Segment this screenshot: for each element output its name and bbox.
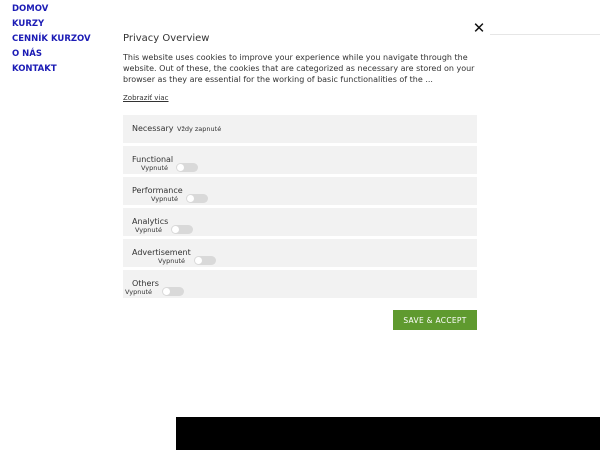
cookie-section-analytics[interactable]	[123, 208, 477, 236]
section-title: Necessary	[132, 124, 174, 133]
toggle-knob	[177, 164, 184, 171]
section-status: Vypnuté	[135, 226, 163, 234]
cookie-section-others[interactable]	[123, 270, 477, 298]
toggle-knob	[187, 195, 194, 202]
section-status: Vždy zapnuté	[177, 125, 222, 133]
nav-link-domov[interactable]: DOMOV	[12, 4, 49, 14]
toggle-knob	[172, 226, 179, 233]
toggle-knob	[195, 257, 202, 264]
others-toggle[interactable]	[162, 287, 184, 296]
toggle-knob	[163, 288, 170, 295]
cookie-section-necessary[interactable]	[123, 115, 477, 143]
analytics-toggle[interactable]	[171, 225, 193, 234]
section-title: Performance	[132, 186, 183, 195]
section-status: Vypnuté	[141, 164, 169, 172]
modal-description: This website uses cookies to improve your experience while you navigate through the website. Out of these, the cookies that are categorized as necessary are stored on your browser as they are essential for the working of basic functionalities of the ...	[123, 53, 475, 84]
cookie-section-performance[interactable]	[123, 177, 477, 205]
section-title: Others	[132, 279, 159, 288]
header-divider	[490, 34, 600, 35]
show-more-link[interactable]: Zobraziť viac	[123, 94, 169, 102]
functional-toggle[interactable]	[176, 163, 198, 172]
cookie-section-advertisement[interactable]	[123, 239, 477, 267]
modal-title: Privacy Overview	[123, 33, 210, 44]
close-icon[interactable]: ✕	[472, 19, 486, 37]
section-title: Analytics	[132, 217, 169, 226]
footer-black-bar	[176, 417, 600, 450]
advertisement-toggle[interactable]	[194, 256, 216, 265]
section-status: Vypnuté	[125, 288, 153, 296]
performance-toggle[interactable]	[186, 194, 208, 203]
section-title: Functional	[132, 155, 174, 164]
nav-link-o-nas[interactable]: O NÁS	[12, 49, 42, 59]
section-status: Vypnuté	[158, 257, 186, 265]
nav-link-kontakt[interactable]: KONTAKT	[12, 64, 57, 74]
main-navigation	[12, 2, 91, 77]
privacy-overview-modal	[112, 18, 490, 340]
section-status: Vypnuté	[151, 195, 179, 203]
nav-link-kurzy[interactable]: KURZY	[12, 19, 45, 29]
save-and-accept-button[interactable]: SAVE & ACCEPT	[393, 310, 477, 330]
cookie-section-functional[interactable]	[123, 146, 477, 174]
nav-link-cennik-kurzov[interactable]: CENNÍK KURZOV	[12, 34, 91, 44]
section-title: Advertisement	[132, 248, 191, 257]
